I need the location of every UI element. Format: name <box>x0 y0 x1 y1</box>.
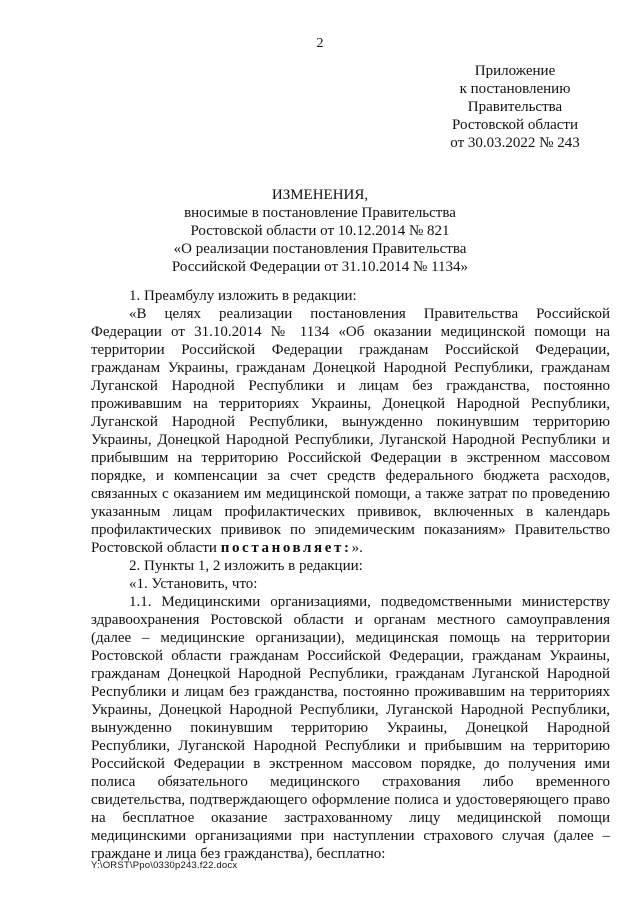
page-number: 2 <box>316 36 324 51</box>
paragraph-4: «1. Установить, что: <box>129 576 258 592</box>
paragraph-2-text: «В целях реализации постановления Правительства Российской Федерации от 31.10.2014 № 1134 «Об оказании медицинской помощи на территории Российской Федерации гражданам Российской Федерации, гражданам Украины, гражданам Донецкой Народной Республики, гражданам Луганской Народной Республики и лицам без гражданства, постоянно проживавшим на территориях Украины, Донецкой Народной Республики, Луганской Народной Республики, вынужденно покинувшим территорию Украины, Донецкой Народной Республики, Луганской Народной Республики и прибывшим на территорию Российской Федерации в экстренном массовом порядке, и компенсации за счет средств федерального бюджета расходов, связанных с оказанием им медицинской помощи, а также затрат по проведению указанным лицам профилактических прививок, включенных в календарь профилактических прививок по эпидемическим показаниям» Правительство Ростовской области <box>91 306 610 556</box>
appendix-line: Приложение <box>474 63 556 79</box>
paragraph-5: 1.1. Медицинскими организациями, подведомственными министерству здравоохранения Ростовской области и органам местного самоуправления (далее – медицинские организации), медицинская помощь на территории Ростовской области гражданам Российской Федерации, гражданам Украины, гражданам Донецкой Народной Республики, гражданам Луганской Народной Республики и лицам без гражданства, постоянно проживавшим на территориях Украины, Донецкой Народной Республики, Луганской Народной Республики, вынужденно покинувшим территорию Украины, Донецкой Народной Республики, Луганской Народной Республики и прибывшим на территорию Российской Федерации в экстренном массовом порядке, до получения ими полиса обязательного медицинского страхования либо временного свидетельства, подтверждающего оформление полиса и удостоверяющего право на бесплатное оказание застрахованному лицу медицинской помощи медицинскими организациями при наступлении страхового случая (далее – граждане и лица без гражданства), бесплатно: <box>91 594 610 862</box>
paragraph-3: 2. Пункты 1, 2 изложить в редакции: <box>129 558 363 574</box>
appendix-block <box>440 62 590 152</box>
heading-line: «О реализации постановления Правительства <box>173 241 467 257</box>
paragraph-1: 1. Преамбулу изложить в редакции: <box>129 288 357 304</box>
file-path-footer: Y:\ORST\Ppo\0330p243.f22.docx <box>91 860 238 871</box>
heading-line: Ростовской области от 10.12.2014 № 821 <box>190 223 450 239</box>
appendix-line: от 30.03.2022 № 243 <box>450 135 580 151</box>
paragraph-2-end: ». <box>351 540 363 556</box>
heading-line: Российской Федерации от 31.10.2014 № 1134» <box>171 259 469 275</box>
document-body <box>91 287 610 863</box>
appendix-line: Правительства <box>467 99 563 115</box>
document-heading <box>150 186 490 276</box>
appendix-line: к постановлению <box>459 81 571 97</box>
heading-line: вносимые в постановление Правительства <box>184 205 456 221</box>
decree-keyword: постановляет: <box>220 540 352 556</box>
paragraph-2 <box>91 305 610 557</box>
appendix-line: Ростовской области <box>452 117 578 133</box>
heading-title: ИЗМЕНЕНИЯ, <box>271 187 369 203</box>
